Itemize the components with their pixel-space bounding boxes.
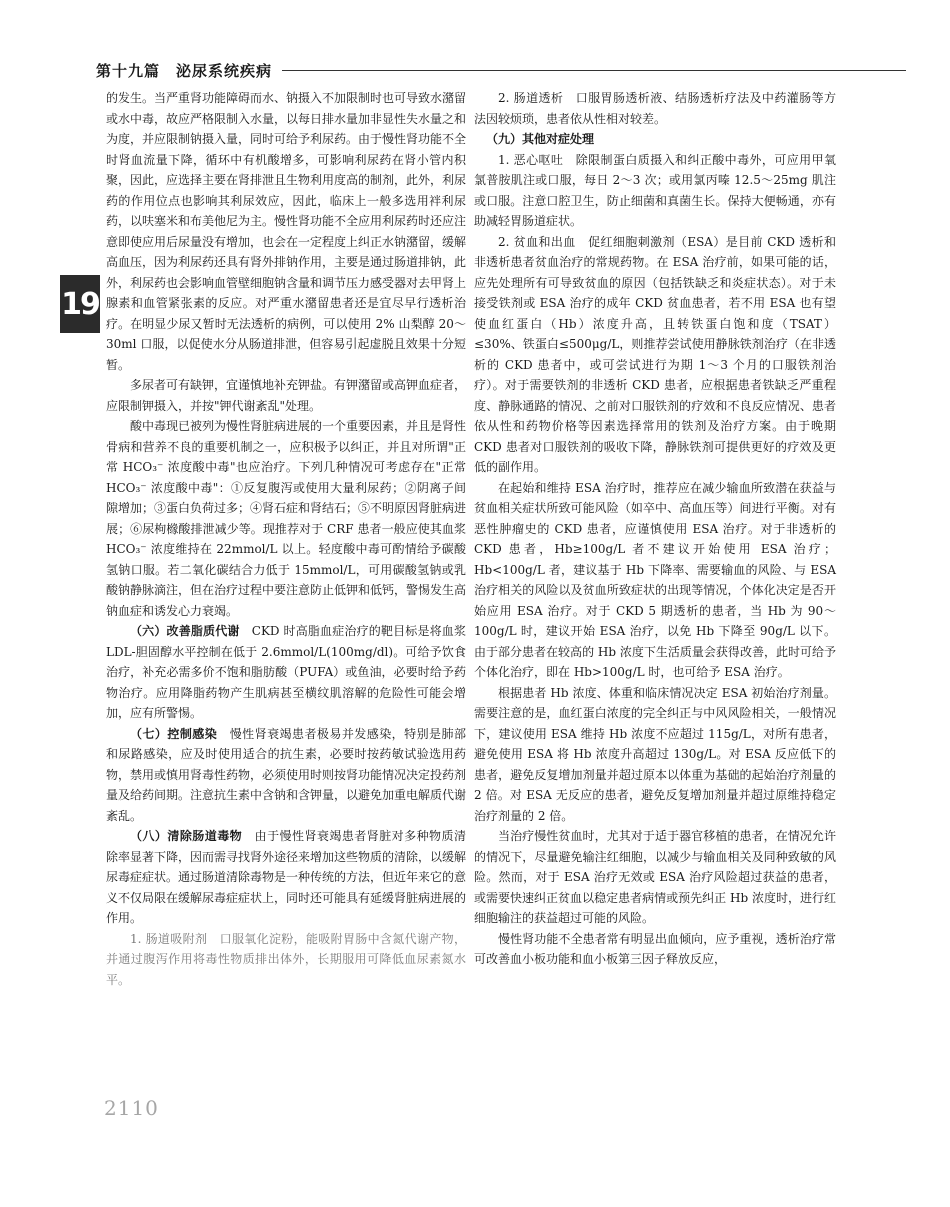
paragraph-transfusion: 当治疗慢性贫血时，尤其对于适于器官移植的患者，在情况允许的情况下，尽量避免输注红细胞，以减少与输血相关及同种致敏的风险。然而，对于 ESA 治疗无效或 ESA 治疗风险超过获益的患者，或需要快速纠正贫血以稳定患者病情或预先纠正 Hb 浓度时，进行红细胞输注的获益超过可能的风险。 [474,829,836,925]
section-intestinal-toxins-text: 由于慢性肾衰竭患者肾脏对多种物质清除率显著下降，因而需寻找肾外途径来增加这些物质的清除，以缓解尿毒症症状。通过肠道清除毒物是一种传统的方法，但近年来它的意义不仅局限在缓解尿毒症症状上，同时还可能具有延缓肾脏病进展的作用。 [106,829,467,925]
paragraph-esa-initiation: 在起始和维持 ESA 治疗时，推荐应在减少输血所致潜在获益与贫血相关症状所致可能风险（如卒中、高血压等）间进行平衡。对有恶性肿瘤史的 CKD 患者，应谨慎使用 ESA 治疗。对于非透析的 CKD 患者，Hb≥100g/L 者不建议开始使用 ESA 治疗；Hb<100g/L 者，建议基于 Hb 下降率、需要输血的风险、与 ESA 治疗相关的风险以及贫血所致症状的出现等情况，个体化决定是否开始应用 ESA 治疗。对于 CKD 5 期透析的患者，当 Hb 为 90～100g/L 时，建议开始 ESA 治疗，以免 Hb 下降至 90g/L 以下。由于部分患者在较高的 Hb 浓度下生活质量会获得改善，此时可给予个体化治疗，即在 Hb>100g/L 时，也可给予 ESA 治疗。 [474,480,836,679]
item-anemia-bleeding: 2. 贫血和出血 促红细胞刺激剂（ESA）是目前 CKD 透析和非透析患者贫血治疗的常规药物。在 ESA 治疗前，如果可能的话，应先处理所有可导致贫血的原因（包括铁缺乏和炎症状态）。对于未接受铁剂或 ESA 治疗的成年 CKD 贫血患者，若不用 ESA 也有望使血红蛋白（Hb）浓度升高，且转铁蛋白饱和度（TSAT）≤30%、铁蛋白≤500μg/L，则推荐尝试使用静脉铁剂治疗（在非透析的 CKD 患者中，或可尝试进行为期 1～3 个月的口服铁剂治疗）。对于需要铁剂的非透析 CKD 患者，应根据患者铁缺乏严重程度、静脉通路的情况、之前对口服铁剂的疗效和不良反应情况、患者依从性和药物价格等因素选择常用的铁剂及治疗方案。由于晚期 CKD 患者对口服铁剂的吸收下降，静脉铁剂可提供更好的疗效及更低的副作用。 [474,234,836,474]
section-lipid-heading: （六）改善脂质代谢 [130,624,240,638]
header-title: 第十九篇 泌尿系统疾病 [96,61,273,80]
section-symptomatic [474,129,836,150]
left-column [106,88,466,990]
section-infection-text: 慢性肾衰竭患者极易并发感染，特别是肺部和尿路感染，应及时使用适合的抗生素，必要时按药敏试验选用药物，禁用或慎用肾毒性药物，必须使用时则按肾功能情况决定投药剂量及给药间期。注意抗生素中含钠和含钾量，以避免加重电解质代谢紊乱。 [106,726,467,823]
item-intestinal-adsorbent: 1. 肠道吸附剂 口服氧化淀粉，能吸附胃肠中含氮代谢产物，并通过腹泻作用将毒性物质排出体外，长期服用可降低血尿素氮水平。 [106,931,466,987]
item-intestinal-dialysis: 2. 肠道透析 口服胃肠透析液、结肠透析疗法及中药灌肠等方法因较烦琐，患者依从性相对较差。 [474,91,836,126]
right-column [474,88,836,970]
header-rule [282,70,906,71]
section-symptomatic-heading: （九）其他对症处理 [486,132,595,146]
chapter-tab: 19 [60,275,100,333]
section-intestinal-toxins-heading: （八）清除肠道毒物 [130,829,243,843]
page-number: 2110 [104,1096,159,1120]
paragraph-bleeding: 慢性肾功能不全患者常有明显出血倾向，应予重视，透析治疗常可改善血小板功能和血小板第三因子释放反应， [474,931,836,966]
section-intestinal-toxins [106,826,466,929]
section-lipid-text: CKD 时高脂血症治疗的靶目标是将血浆 LDL-胆固醇水平控制在低于 2.6mmol/L(100mg/dl)。可给予饮食治疗，补充必需多价不饱和脂肪酸（PUFA）或鱼油，必要时给予药物治疗。应用降脂药物产生肌病甚至横纹肌溶解的危险性可能会增加，应有所警惕。 [106,624,466,720]
item-nausea: 1. 恶心呕吐 除限制蛋白质摄入和纠正酸中毒外，可应用甲氧氯普胺肌注或口服，每日 2～3 次；或用氯丙嗪 12.5～25mg 肌注或口服。注意口腔卫生，防止细菌和真菌生长。保持大便畅通，亦有助减轻胃肠道症状。 [474,152,836,228]
paragraph-esa-dosing: 根据患者 Hb 浓度、体重和临床情况决定 ESA 初始治疗剂量。需要注意的是，血红蛋白浓度的完全纠正与中风风险相关，一般情况下，建议使用 ESA 维持 Hb 浓度不应超过 115g/L，对所有患者，避免使用 ESA 将 Hb 浓度升高超过 130g/L。对 ESA 反应低下的患者，避免反复增加剂量并超过原本以体重为基础的起始治疗剂量的 2 倍。对 ESA 无反应的患者，避免反复增加剂量并超过原维持稳定治疗剂量的 2 倍。 [474,685,836,823]
paragraph-acidosis: 酸中毒现已被列为慢性肾脏病进展的一个重要因素，并且是肾性骨病和营养不良的重要机制之一，应积极予以纠正，并且对所谓"正常 HCO₃⁻ 浓度酸中毒"也应治疗。下列几种情况可考虑存在"正常 HCO₃⁻ 浓度酸中毒"：①反复腹泻或使用大量利尿药；②阴离子间隙增加；③蛋白负荷过多；④肾石症和肾结石；⑤不明原因肾脏病进展；⑥尿枸橼酸排泄减少等。现推荐对于 CRF 患者一般应使其血浆 HCO₃⁻ 浓度维持在 22mmol/L 以上。轻度酸中毒可酌情给予碳酸氢钠口服。若二氧化碳结合力低于 15mmol/L，可用碳酸氢钠或乳酸钠静脉滴注，但在治疗过程中要注意防止低钾和低钙，警惕发生高钠血症和诱发心力衰竭。 [106,419,467,618]
section-infection-heading: （七）控制感染 [130,726,218,741]
paragraph-fluid-diuretics: 的发生。当严重肾功能障碍而水、钠摄入不加限制时也可导致水潴留或水中毒，故应严格限制入水量，以每日排水量加非显性失水量之和为度，并应限制钠摄入量，同时可给予利尿药。由于慢性肾功能不全时肾血流量下降，循环中有机酸增多，可影响利尿药在肾小管内积聚，因此，应选择主要在肾排泄且生物利用度高的制剂，此外，利尿药的作用位点也影响其利尿效应，因此，临床上一般多选用袢利尿药，以呋塞米和布美他尼为主。慢性肾功能不全应用利尿药时还应注意即使应用后尿量没有增加，也会在一定程度上纠正水钠潴留，缓解高血压，因为利尿药还具有肾外排钠作用，主要是通过肠道排钠，此外，利尿药也会影响血管壁细胞钠含量和调节压力感受器对去甲肾上腺素和血管紧张素的反应。对严重水潴留患者还是宜尽早行透析治疗。在明显少尿又暂时无法透析的病例，可以使用 2% 山梨醇 20～30ml 口服，以促使水分从肠道排泄，但容易引起虚脱且效果十分短暂。 [106,91,467,372]
paragraph-potassium: 多尿者可有缺钾，宜谨慎地补充钾盐。有钾潴留或高钾血症者，应限制钾摄入，并按"钾代谢紊乱"处理。 [106,378,467,413]
running-header [96,58,906,82]
section-infection [106,724,466,827]
section-lipid [106,621,466,724]
